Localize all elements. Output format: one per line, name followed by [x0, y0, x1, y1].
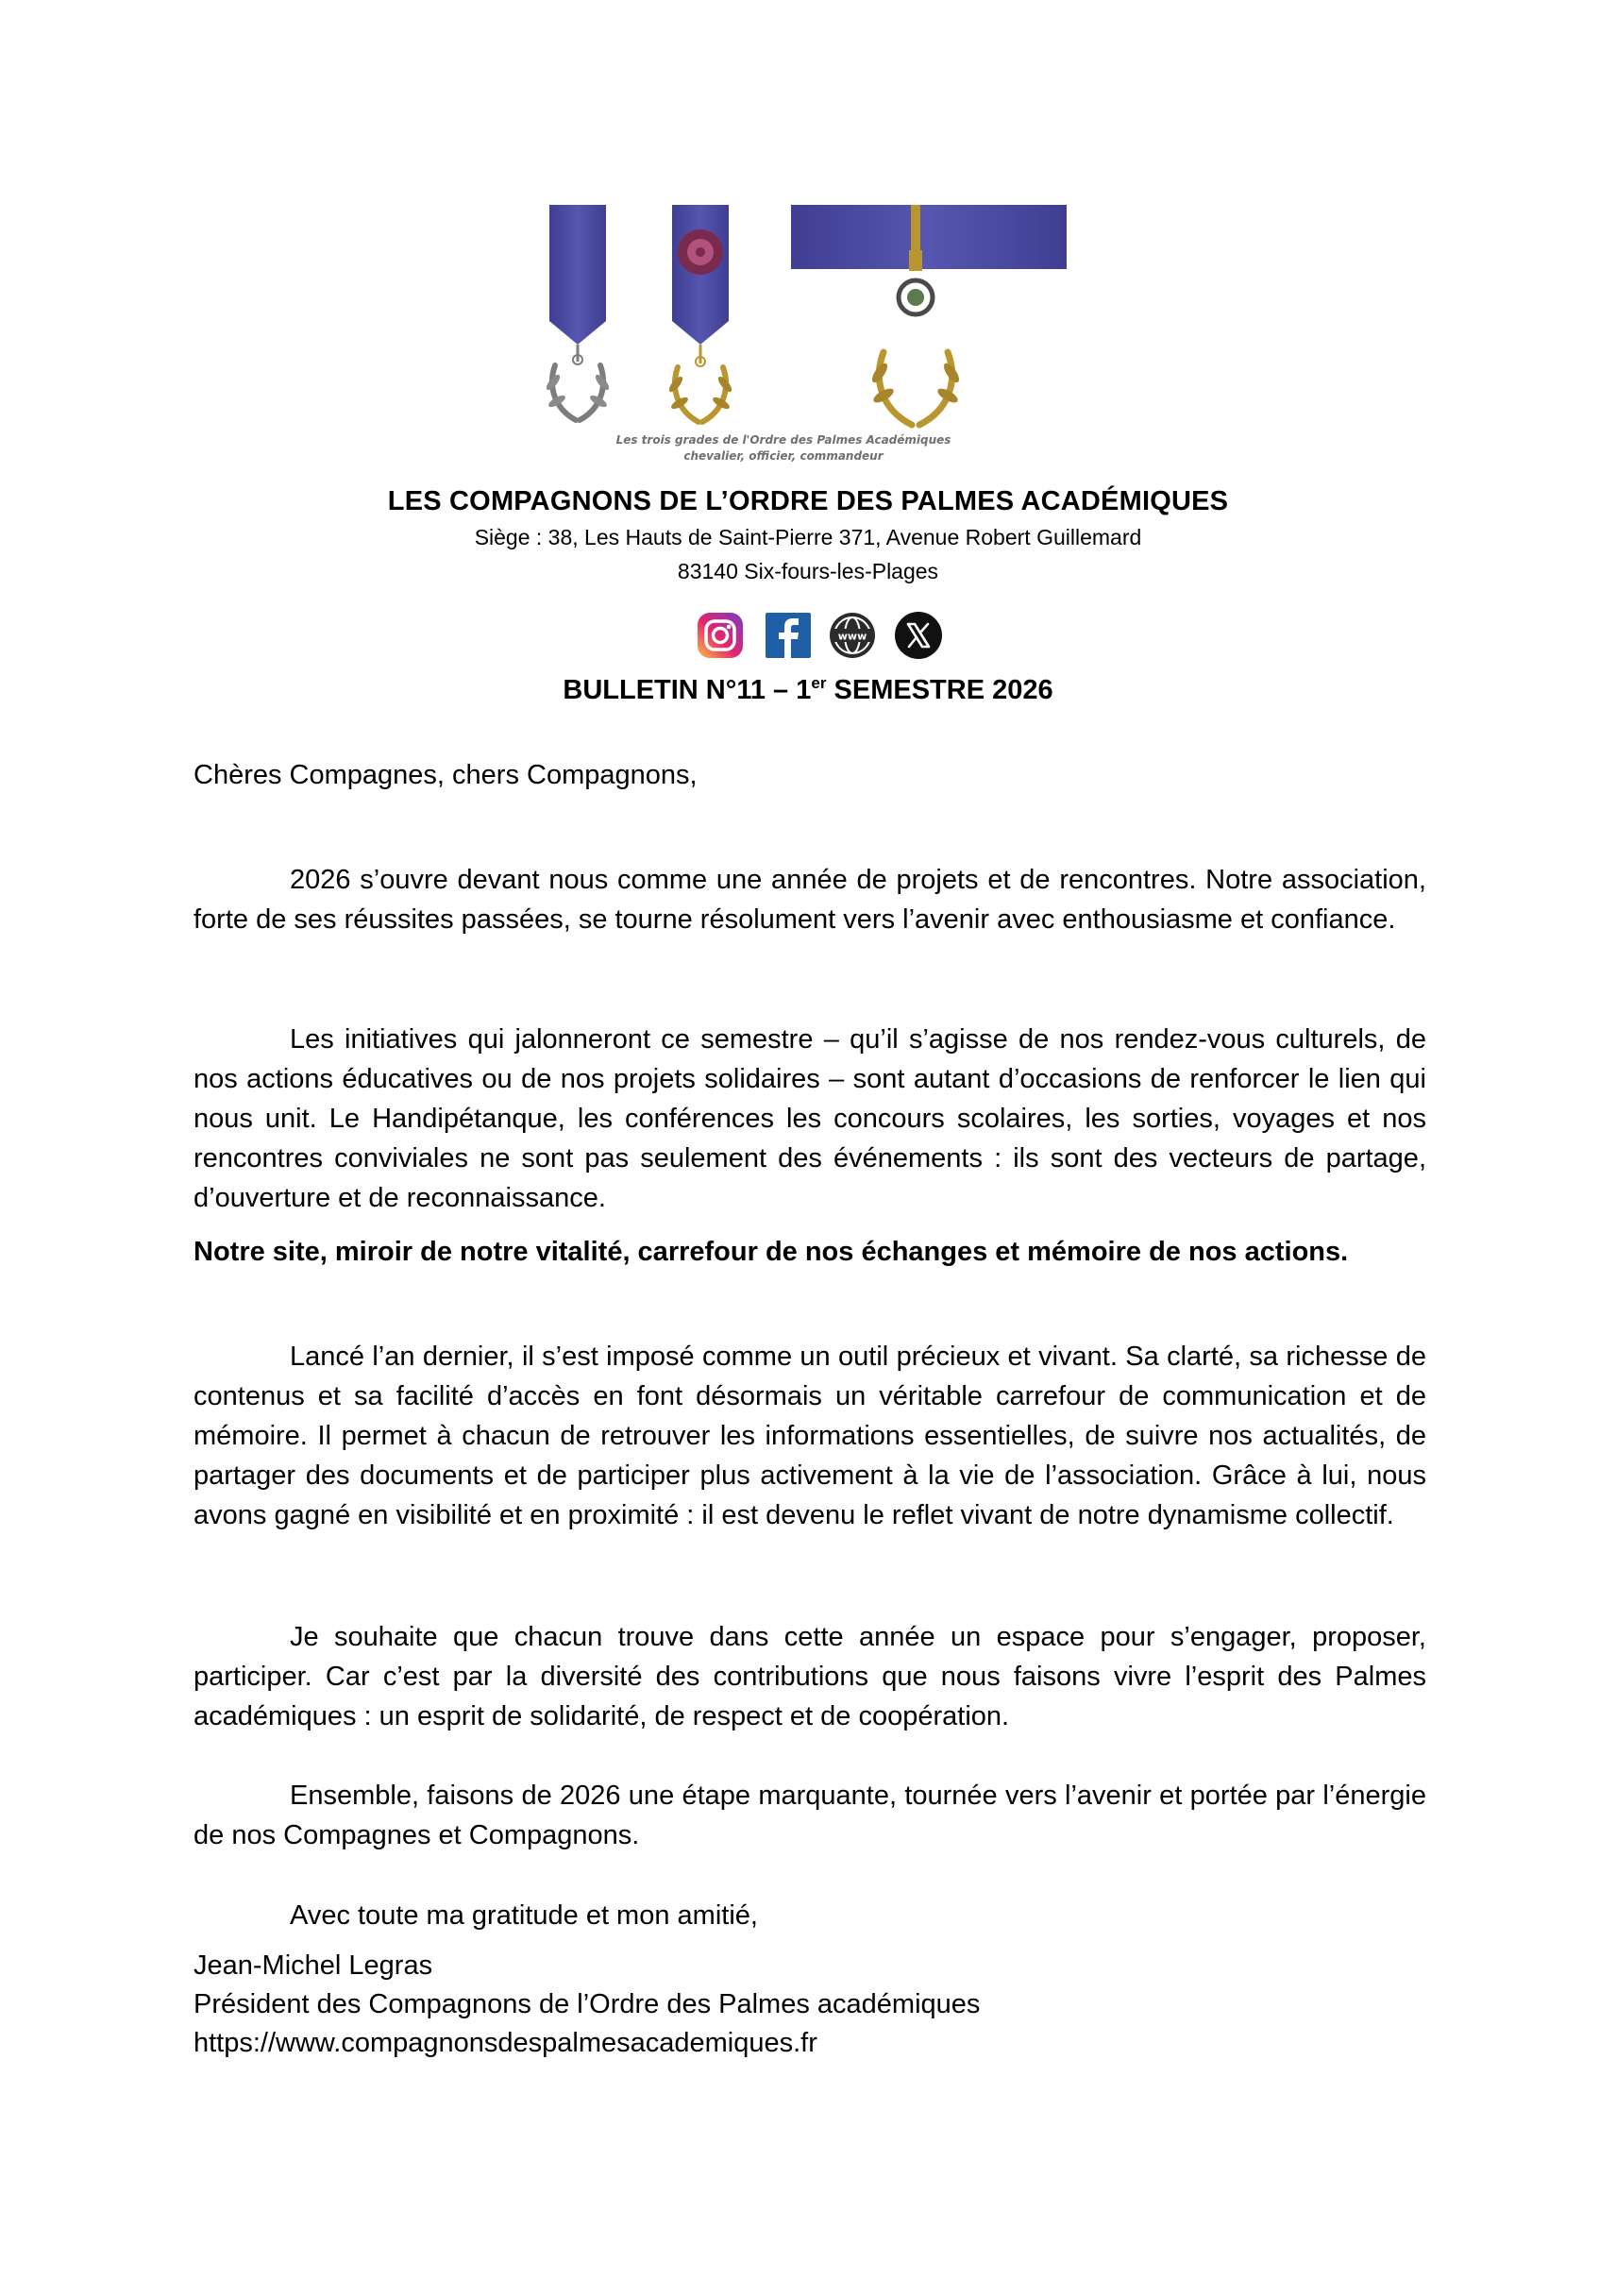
website-link[interactable]: https://www.compagnonsdespalmesacademiques.fr — [194, 2028, 817, 2058]
medals-caption-line1: Les trois grades de l'Ordre des Palmes Académiques — [615, 433, 951, 447]
paragraph-3: Lancé l’an dernier, il s’est imposé comme un outil précieux et vivant. Sa clarté, sa richesse de contenus et sa facilité d’accès en font désormais un véritable carrefour de communication et de mémoire. Il permet à chacun de retrouver les informations essentielles, de suivre nos actualités, de partager des documents et de participer plus activement à la vie de l’association. Grâce à lui, nous avons gagné en visibilité et en proximité : il est devenu le reflet vivant de notre dynamisme collectif. — [194, 1342, 1426, 1530]
paragraph-5: Ensemble, faisons de 2026 une étape marquante, tournée vers l’avenir et portée par l’énergie de nos Compagnes et Compagnons. — [194, 1781, 1426, 1850]
svg-text:www: www — [837, 630, 867, 643]
x-icon[interactable] — [893, 610, 944, 661]
instagram-icon[interactable] — [695, 610, 746, 661]
address-line-1: Siège : 38, Les Hauts de Saint-Pierre 371, Avenue Robert Guillemard — [474, 525, 1142, 549]
greeting: Chères Compagnes, chers Compagnons, — [194, 760, 698, 790]
section-heading: Notre site, miroir de notre vitalité, carrefour de nos échanges et mémoire de nos actions. — [194, 1237, 1349, 1267]
signature — [194, 1947, 1426, 2063]
paragraph-1: 2026 s’ouvre devant nous comme une année de projets et de rencontres. Notre association, forte de ses réussites passées, se tourne résolument vers l’avenir avec enthousiasme et confiance. — [194, 865, 1426, 935]
medals-caption-line2: chevalier, officier, commandeur — [683, 449, 884, 463]
signature-name: Jean-Michel Legras — [194, 1950, 433, 1981]
paragraph-4: Je souhaite que chacun trouve dans cette année un espace pour s’engager, proposer, participer. Car c’est par la diversité des contributions que nous faisons vivre l’esprit des Palmes académiques : un esprit de solidarité, de respect et de coopération. — [194, 1622, 1426, 1731]
bulletin-number — [0, 674, 1616, 706]
organization-title: LES COMPAGNONS DE L’ORDRE DES PALMES ACADÉMIQUES — [387, 486, 1229, 516]
bulletin-prefix: BULLETIN N°11 – 1 — [563, 675, 812, 705]
chevalier-medal — [545, 205, 612, 420]
www-icon[interactable] — [827, 610, 878, 661]
closing: Avec toute ma gratitude et mon amitié, — [290, 1900, 758, 1931]
medals-caption — [538, 432, 1029, 464]
commandeur-medal — [791, 205, 1067, 425]
paragraph-2: Les initiatives qui jalonneront ce semestre – qu’il s’agisse de nos rendez-vous culturels, de nos actions éducatives ou de nos projets solidaires – sont autant d’occasions de renforcer le lien qui nous unit. Le Handipétanque, les conférences les concours scolaires, les sorties, voyages et nos rencontres conviviales ne sont pas seulement des événements : ils sont des vecteurs de partage, d’ouverture et de reconnaissance. — [194, 1024, 1426, 1213]
facebook-icon[interactable] — [763, 610, 814, 661]
bulletin-suffix: SEMESTRE 2026 — [826, 675, 1053, 705]
officier-medal — [667, 205, 734, 422]
signature-title: Président des Compagnons de l’Ordre des Palmes académiques — [194, 1989, 981, 2019]
address-line-2: 83140 Six-fours-les-Plages — [677, 559, 939, 583]
social-links — [695, 610, 950, 663]
bulletin-superscript: er — [811, 674, 827, 692]
